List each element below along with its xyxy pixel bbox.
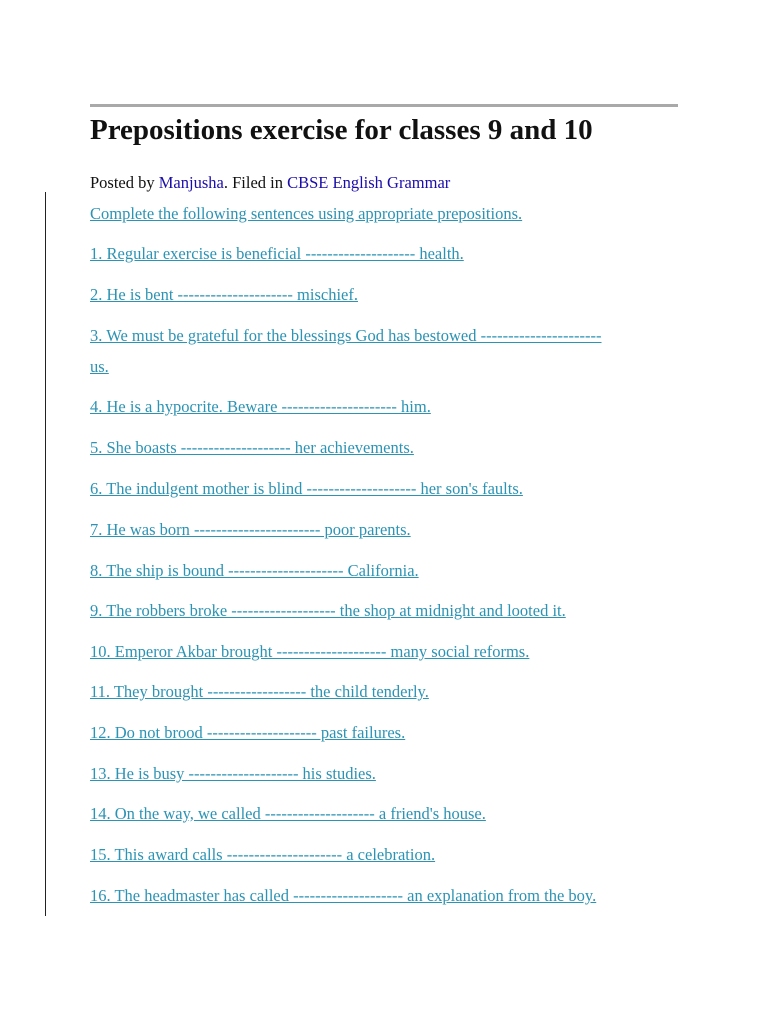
- exercise-item[interactable]: 3. We must be grateful for the blessings God has bestowed ----------------------: [90, 326, 602, 345]
- page-title: Prepositions exercise for classes 9 and 10: [90, 114, 593, 146]
- filed-in-label: . Filed in: [223, 173, 288, 192]
- exercise-item[interactable]: 16. The headmaster has called -------------------- an explanation from the boy.: [90, 886, 597, 905]
- exercise-item[interactable]: 15. This award calls --------------------- a celebration.: [90, 845, 436, 864]
- exercise-item[interactable]: 11. They brought ------------------ the child tenderly.: [90, 682, 429, 701]
- exercise-item-continuation[interactable]: us.: [90, 357, 109, 376]
- page-edge-line: [45, 192, 46, 916]
- exercise-item[interactable]: 14. On the way, we called -------------------- a friend's house.: [90, 804, 486, 823]
- exercise-item[interactable]: 2. He is bent --------------------- mischief.: [90, 285, 358, 304]
- category-link[interactable]: CBSE English Grammar: [287, 173, 451, 192]
- title-divider: [90, 104, 678, 107]
- exercise-item[interactable]: 4. He is a hypocrite. Beware --------------------- him.: [90, 397, 431, 416]
- exercise-item[interactable]: 1. Regular exercise is beneficial -------------------- health.: [90, 244, 464, 263]
- exercise-item[interactable]: 6. The indulgent mother is blind -------------------- her son's faults.: [90, 479, 523, 498]
- author-link[interactable]: Manjusha: [158, 173, 224, 192]
- exercise-item[interactable]: 10. Emperor Akbar brought -------------------- many social reforms.: [90, 642, 530, 661]
- exercise-item[interactable]: 5. She boasts -------------------- her achievements.: [90, 438, 414, 457]
- exercise-item[interactable]: 12. Do not brood -------------------- past failures.: [90, 723, 406, 742]
- exercise-item[interactable]: 9. The robbers broke ------------------- the shop at midnight and looted it.: [90, 601, 566, 620]
- exercise-instruction[interactable]: Complete the following sentences using appropriate prepositions.: [90, 204, 523, 223]
- exercise-item[interactable]: 7. He was born ----------------------- poor parents.: [90, 520, 411, 539]
- post-meta: [90, 172, 450, 194]
- posted-by-label: Posted by: [90, 173, 159, 192]
- exercise-item[interactable]: 13. He is busy -------------------- his studies.: [90, 764, 376, 783]
- exercise-item[interactable]: 8. The ship is bound --------------------- California.: [90, 561, 419, 580]
